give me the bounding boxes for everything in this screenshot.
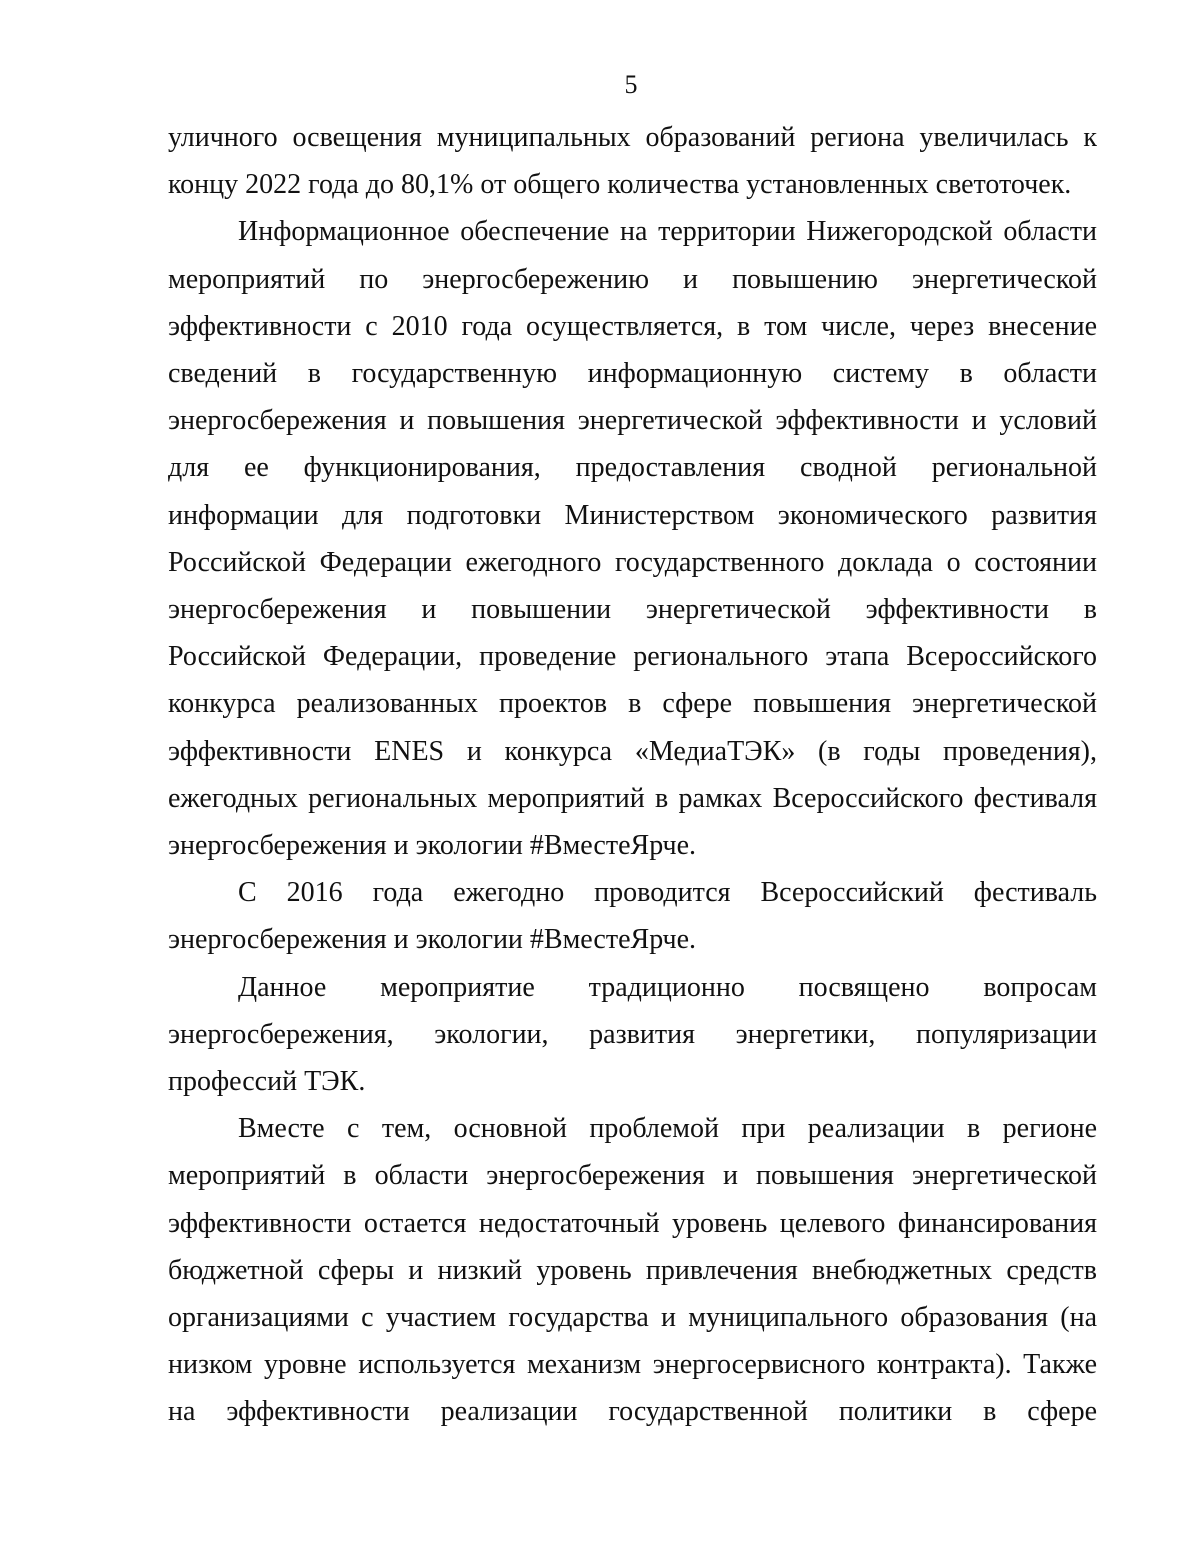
- page-number: 5: [624, 70, 638, 99]
- paragraph-event-topics: Данное мероприятие традиционно посвящено вопросам энергосбережения, экологии, развития энергетики, популяризации профессий ТЭК.: [168, 971, 1097, 1098]
- paragraph-festival-since-2016: С 2016 года ежегодно проводится Всероссийский фестиваль энергосбережения и экологии #ВместеЯрче.: [168, 877, 1097, 956]
- paragraph-continuation: уличного освещения муниципальных образований региона увеличилась к концу 2022 года до 80,1% от общего количества установленных светоточек.: [168, 122, 1097, 201]
- paragraph-information-support: Информационное обеспечение на территории Нижегородской области мероприятий по энергосбережению и повышению энергетической эффективности с 2010 года осуществляется, в том числе, через внесение сведений в государственную информационную систему в области энергосбережения и повышения энергетической эффективности и условий для ее функционирования, предоставления сводной региональной информации для подготовки Министерством экономического развития Российской Федерации ежегодного государственного доклада о состоянии энергосбережения и повышении энергетической эффективности в Российской Федерации, проведение регионального этапа Всероссийского конкурса реализованных проектов в сфере повышения энергетической эффективности ENES и конкурса «МедиаТЭК» (в годы проведения), ежегодных региональных мероприятий в рамках Всероссийского фестиваля энергосбережения и экологии #ВместеЯрче.: [168, 216, 1097, 862]
- paragraph-main-problem: Вместе с тем, основной проблемой при реализации в регионе мероприятий в области энергосбережения и повышения энергетической эффективности остается недостаточный уровень целевого финансирования бюджетной сферы и низкий уровень привлечения внебюджетных средств организациями с участием государства и муниципального образования (на низком уровне используется механизм энергосервисного контракта). Также на эффективности реализации государственной политики в сфере: [168, 1113, 1097, 1428]
- document-body: [168, 114, 1097, 1436]
